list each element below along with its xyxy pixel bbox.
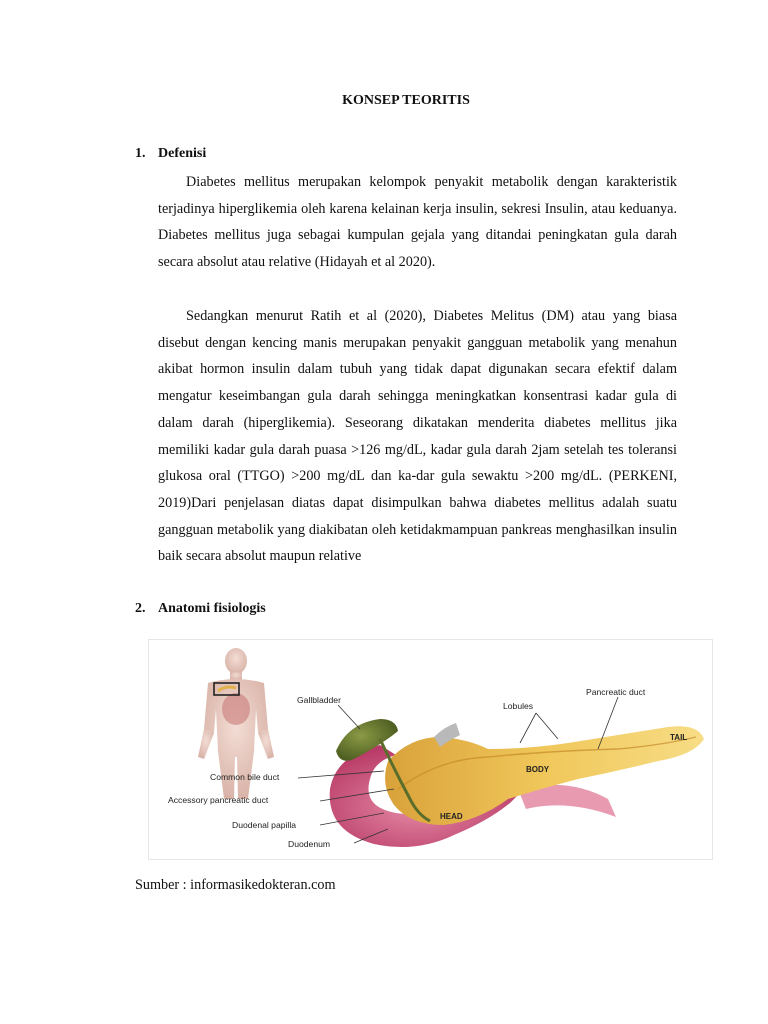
page-title: KONSEP TEORITIS [342,93,470,108]
label-pancreatic-duct: Pancreatic duct [586,687,646,697]
label-body: BODY [526,765,550,774]
section-heading-defenisi: Defenisi [158,146,207,161]
label-duodenum: Duodenum [288,839,331,849]
figure-source: Sumber : informasikedokteran.com [135,877,336,893]
label-tail: TAIL [670,733,688,742]
label-accessory-pancreatic-duct: Accessory pancreatic duct [168,795,269,805]
section-number: 1. [135,146,146,161]
label-common-bile-duct: Common bile duct [210,772,280,782]
pancreas-anatomy-figure [148,639,713,860]
section-number: 2. [135,601,146,616]
label-lobules: Lobules [503,701,534,711]
label-head: HEAD [440,812,463,821]
paragraph-ratih: Sedangkan menurut Ratih et al (2020), Diabetes Melitus (DM) atau yang biasa disebut dengan kencing manis merupakan penyakit gangguan metabolik yang menahun akibat hormon insulin dalam tubuh yang tidak dapat digunakan secara efektif dalam mengatur keseimbangan gula darah sehingga meningkatkan konsentrasi kadar gula di dalam darah (hiperglikemia). Seseorang dikatakan menderita diabetes mellitus jika memiliki kadar gula darah puasa >126 mg/dL, kadar gula darah 2jam setelah tes toleransi glukosa oral (TTGO) >200 mg/dL dan ka-dar gula sewaktu >200 mg/dL. (PERKENI, 2019)Dari penjelasan diatas dapat disimpulkan bahwa diabetes mellitus adalah suatu gangguan metabolik yang diakibatan oleh ketidakmampuan pankreas menghasilkan insulin baik secara absolut maupun relative [158,308,677,565]
label-duodenal-papilla: Duodenal papilla [232,820,297,830]
section-heading-anatomi: Anatomi fisiologis [158,601,266,616]
label-gallbladder: Gallbladder [297,695,341,705]
paragraph-definition: Diabetes mellitus merupakan kelompok penyakit metabolik dengan karakteristik terjadinya hiperglikemia oleh karena kelainan kerja insulin, sekresi Insulin, atau keduanya. Diabetes mellitus juga sebagai kumpulan gejala yang ditandai peningkatan gula darah secara absolut atau relative (Hidayah et al 2020). [158,174,677,271]
